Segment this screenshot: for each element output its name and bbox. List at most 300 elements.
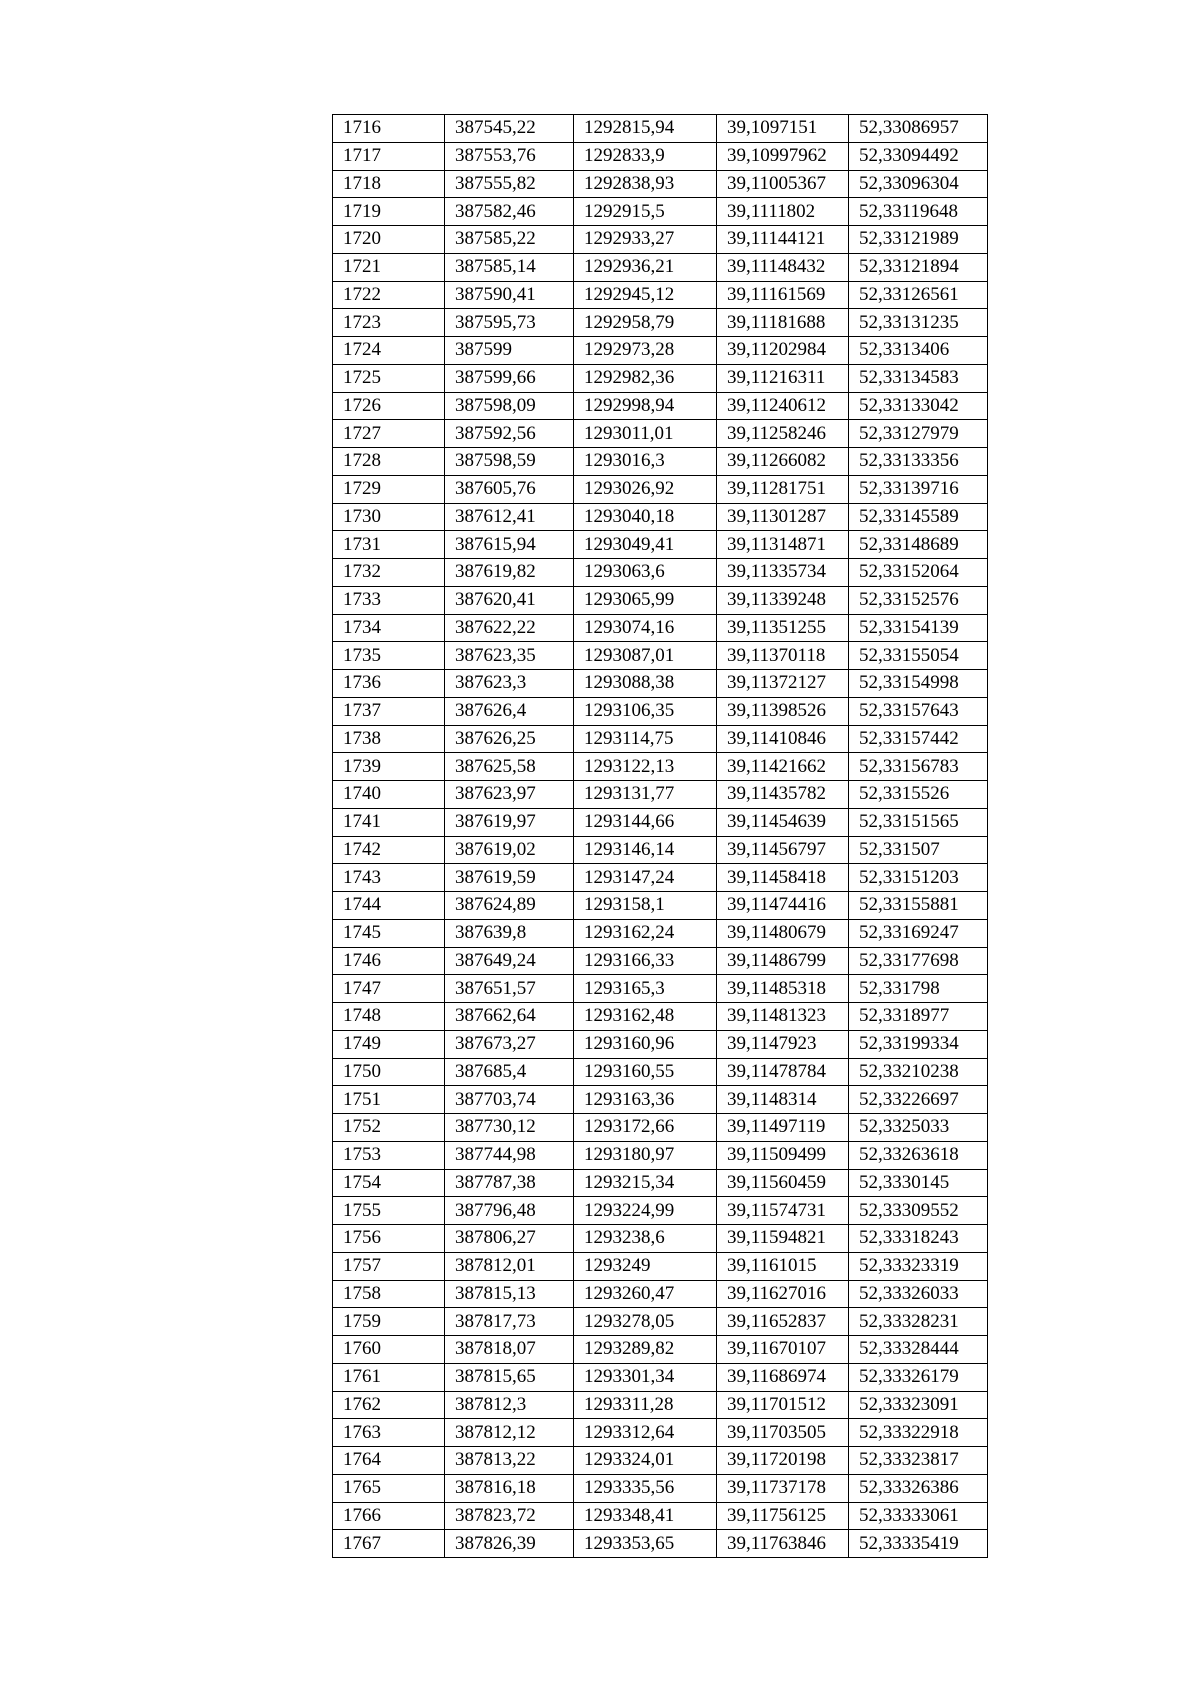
x-coordinate-cell: 387685,4	[445, 1058, 574, 1086]
longitude-cell: 39,11509499	[717, 1141, 849, 1169]
y-coordinate-cell: 1293026,92	[574, 475, 717, 503]
point-number-cell: 1747	[333, 975, 445, 1003]
longitude-cell: 39,11485318	[717, 975, 849, 1003]
longitude-cell: 39,11478784	[717, 1058, 849, 1086]
y-coordinate-cell: 1293348,41	[574, 1502, 717, 1530]
table-row	[333, 226, 988, 254]
latitude-cell: 52,33309552	[849, 1197, 988, 1225]
point-number-cell: 1723	[333, 309, 445, 337]
point-number-cell: 1717	[333, 142, 445, 170]
y-coordinate-cell: 1293224,99	[574, 1197, 717, 1225]
longitude-cell: 39,11421662	[717, 753, 849, 781]
longitude-cell: 39,11756125	[717, 1502, 849, 1530]
latitude-cell: 52,33226697	[849, 1086, 988, 1114]
longitude-cell: 39,11314871	[717, 531, 849, 559]
x-coordinate-cell: 387605,76	[445, 475, 574, 503]
point-number-cell: 1757	[333, 1252, 445, 1280]
table-row	[333, 947, 988, 975]
latitude-cell: 52,33156783	[849, 753, 988, 781]
latitude-cell: 52,33326179	[849, 1363, 988, 1391]
latitude-cell: 52,33152576	[849, 586, 988, 614]
table-row	[333, 642, 988, 670]
latitude-cell: 52,33210238	[849, 1058, 988, 1086]
longitude-cell: 39,1148314	[717, 1086, 849, 1114]
longitude-cell: 39,11216311	[717, 364, 849, 392]
table-row	[333, 281, 988, 309]
point-number-cell: 1738	[333, 725, 445, 753]
table-row	[333, 1225, 988, 1253]
latitude-cell: 52,33328444	[849, 1336, 988, 1364]
latitude-cell: 52,33152064	[849, 559, 988, 587]
y-coordinate-cell: 1293311,28	[574, 1391, 717, 1419]
x-coordinate-cell: 387812,3	[445, 1391, 574, 1419]
x-coordinate-cell: 387612,41	[445, 503, 574, 531]
x-coordinate-cell: 387585,14	[445, 253, 574, 281]
longitude-cell: 39,11144121	[717, 226, 849, 254]
latitude-cell: 52,33151565	[849, 808, 988, 836]
table-row	[333, 808, 988, 836]
table-row	[333, 697, 988, 725]
y-coordinate-cell: 1293353,65	[574, 1530, 717, 1558]
x-coordinate-cell: 387622,22	[445, 614, 574, 642]
x-coordinate-cell: 387619,02	[445, 836, 574, 864]
y-coordinate-cell: 1293016,3	[574, 448, 717, 476]
latitude-cell: 52,33323817	[849, 1447, 988, 1475]
table-row	[333, 364, 988, 392]
x-coordinate-cell: 387545,22	[445, 115, 574, 143]
x-coordinate-cell: 387730,12	[445, 1114, 574, 1142]
latitude-cell: 52,33121894	[849, 253, 988, 281]
table-row	[333, 253, 988, 281]
y-coordinate-cell: 1293158,1	[574, 892, 717, 920]
y-coordinate-cell: 1293289,82	[574, 1336, 717, 1364]
table-row	[333, 670, 988, 698]
x-coordinate-cell: 387649,24	[445, 947, 574, 975]
x-coordinate-cell: 387620,41	[445, 586, 574, 614]
latitude-cell: 52,3313406	[849, 337, 988, 365]
longitude-cell: 39,11202984	[717, 337, 849, 365]
table-row	[333, 1391, 988, 1419]
x-coordinate-cell: 387787,38	[445, 1169, 574, 1197]
y-coordinate-cell: 1293160,96	[574, 1030, 717, 1058]
point-number-cell: 1740	[333, 781, 445, 809]
table-row	[333, 420, 988, 448]
latitude-cell: 52,33155881	[849, 892, 988, 920]
table-row	[333, 1530, 988, 1558]
longitude-cell: 39,11266082	[717, 448, 849, 476]
y-coordinate-cell: 1292936,21	[574, 253, 717, 281]
latitude-cell: 52,33154998	[849, 670, 988, 698]
x-coordinate-cell: 387812,01	[445, 1252, 574, 1280]
longitude-cell: 39,11258246	[717, 420, 849, 448]
table-row	[333, 531, 988, 559]
latitude-cell: 52,33169247	[849, 919, 988, 947]
longitude-cell: 39,11454639	[717, 808, 849, 836]
point-number-cell: 1762	[333, 1391, 445, 1419]
x-coordinate-cell: 387816,18	[445, 1474, 574, 1502]
y-coordinate-cell: 1293324,01	[574, 1447, 717, 1475]
longitude-cell: 39,11351255	[717, 614, 849, 642]
x-coordinate-cell: 387599,66	[445, 364, 574, 392]
x-coordinate-cell: 387555,82	[445, 170, 574, 198]
longitude-cell: 39,11335734	[717, 559, 849, 587]
table-row	[333, 975, 988, 1003]
longitude-cell: 39,1161015	[717, 1252, 849, 1280]
point-number-cell: 1761	[333, 1363, 445, 1391]
latitude-cell: 52,33333061	[849, 1502, 988, 1530]
x-coordinate-cell: 387703,74	[445, 1086, 574, 1114]
y-coordinate-cell: 1293301,34	[574, 1363, 717, 1391]
longitude-cell: 39,11574731	[717, 1197, 849, 1225]
x-coordinate-cell: 387626,25	[445, 725, 574, 753]
table-row	[333, 1030, 988, 1058]
y-coordinate-cell: 1293180,97	[574, 1141, 717, 1169]
y-coordinate-cell: 1292915,5	[574, 198, 717, 226]
longitude-cell: 39,11594821	[717, 1225, 849, 1253]
point-number-cell: 1751	[333, 1086, 445, 1114]
longitude-cell: 39,11240612	[717, 392, 849, 420]
table-row	[333, 1280, 988, 1308]
longitude-cell: 39,11703505	[717, 1419, 849, 1447]
y-coordinate-cell: 1293162,24	[574, 919, 717, 947]
point-number-cell: 1720	[333, 226, 445, 254]
y-coordinate-cell: 1293160,55	[574, 1058, 717, 1086]
longitude-cell: 39,11370118	[717, 642, 849, 670]
longitude-cell: 39,11435782	[717, 781, 849, 809]
point-number-cell: 1725	[333, 364, 445, 392]
point-number-cell: 1735	[333, 642, 445, 670]
table-row	[333, 448, 988, 476]
longitude-cell: 39,11458418	[717, 864, 849, 892]
table-row	[333, 1086, 988, 1114]
table-row	[333, 1336, 988, 1364]
point-number-cell: 1758	[333, 1280, 445, 1308]
longitude-cell: 39,11339248	[717, 586, 849, 614]
point-number-cell: 1719	[333, 198, 445, 226]
table-row	[333, 559, 988, 587]
longitude-cell: 39,11701512	[717, 1391, 849, 1419]
coordinates-table	[332, 114, 988, 1558]
x-coordinate-cell: 387598,09	[445, 392, 574, 420]
latitude-cell: 52,33154139	[849, 614, 988, 642]
table-row	[333, 475, 988, 503]
latitude-cell: 52,33094492	[849, 142, 988, 170]
y-coordinate-cell: 1292933,27	[574, 226, 717, 254]
longitude-cell: 39,11148432	[717, 253, 849, 281]
table-row	[333, 864, 988, 892]
point-number-cell: 1749	[333, 1030, 445, 1058]
point-number-cell: 1759	[333, 1308, 445, 1336]
longitude-cell: 39,10997962	[717, 142, 849, 170]
table-row	[333, 1447, 988, 1475]
point-number-cell: 1741	[333, 808, 445, 836]
point-number-cell: 1721	[333, 253, 445, 281]
longitude-cell: 39,11486799	[717, 947, 849, 975]
latitude-cell: 52,3315526	[849, 781, 988, 809]
y-coordinate-cell: 1293312,64	[574, 1419, 717, 1447]
y-coordinate-cell: 1293049,41	[574, 531, 717, 559]
y-coordinate-cell: 1292998,94	[574, 392, 717, 420]
y-coordinate-cell: 1293238,6	[574, 1225, 717, 1253]
latitude-cell: 52,33323319	[849, 1252, 988, 1280]
y-coordinate-cell: 1293011,01	[574, 420, 717, 448]
table-row	[333, 392, 988, 420]
y-coordinate-cell: 1293260,47	[574, 1280, 717, 1308]
point-number-cell: 1722	[333, 281, 445, 309]
latitude-cell: 52,33139716	[849, 475, 988, 503]
x-coordinate-cell: 387806,27	[445, 1225, 574, 1253]
x-coordinate-cell: 387619,59	[445, 864, 574, 892]
point-number-cell: 1736	[333, 670, 445, 698]
y-coordinate-cell: 1293335,56	[574, 1474, 717, 1502]
x-coordinate-cell: 387598,59	[445, 448, 574, 476]
x-coordinate-cell: 387623,35	[445, 642, 574, 670]
y-coordinate-cell: 1292838,93	[574, 170, 717, 198]
x-coordinate-cell: 387744,98	[445, 1141, 574, 1169]
latitude-cell: 52,33126561	[849, 281, 988, 309]
x-coordinate-cell: 387624,89	[445, 892, 574, 920]
latitude-cell: 52,33326386	[849, 1474, 988, 1502]
point-number-cell: 1750	[333, 1058, 445, 1086]
latitude-cell: 52,33148689	[849, 531, 988, 559]
y-coordinate-cell: 1293114,75	[574, 725, 717, 753]
latitude-cell: 52,33157643	[849, 697, 988, 725]
table-row	[333, 337, 988, 365]
longitude-cell: 39,11005367	[717, 170, 849, 198]
longitude-cell: 39,11161569	[717, 281, 849, 309]
point-number-cell: 1767	[333, 1530, 445, 1558]
x-coordinate-cell: 387812,12	[445, 1419, 574, 1447]
point-number-cell: 1739	[333, 753, 445, 781]
y-coordinate-cell: 1293106,35	[574, 697, 717, 725]
latitude-cell: 52,331798	[849, 975, 988, 1003]
table-row	[333, 170, 988, 198]
latitude-cell: 52,33157442	[849, 725, 988, 753]
latitude-cell: 52,3318977	[849, 1003, 988, 1031]
point-number-cell: 1753	[333, 1141, 445, 1169]
point-number-cell: 1763	[333, 1419, 445, 1447]
longitude-cell: 39,11372127	[717, 670, 849, 698]
latitude-cell: 52,33263618	[849, 1141, 988, 1169]
table-row	[333, 836, 988, 864]
y-coordinate-cell: 1292958,79	[574, 309, 717, 337]
point-number-cell: 1737	[333, 697, 445, 725]
latitude-cell: 52,33127979	[849, 420, 988, 448]
point-number-cell: 1743	[333, 864, 445, 892]
latitude-cell: 52,33121989	[849, 226, 988, 254]
x-coordinate-cell: 387619,97	[445, 808, 574, 836]
x-coordinate-cell: 387619,82	[445, 559, 574, 587]
latitude-cell: 52,33322918	[849, 1419, 988, 1447]
x-coordinate-cell: 387813,22	[445, 1447, 574, 1475]
latitude-cell: 52,33086957	[849, 115, 988, 143]
longitude-cell: 39,11737178	[717, 1474, 849, 1502]
longitude-cell: 39,11474416	[717, 892, 849, 920]
point-number-cell: 1754	[333, 1169, 445, 1197]
x-coordinate-cell: 387623,97	[445, 781, 574, 809]
y-coordinate-cell: 1293163,36	[574, 1086, 717, 1114]
latitude-cell: 52,33318243	[849, 1225, 988, 1253]
x-coordinate-cell: 387553,76	[445, 142, 574, 170]
x-coordinate-cell: 387595,73	[445, 309, 574, 337]
table-row	[333, 1252, 988, 1280]
y-coordinate-cell: 1293063,6	[574, 559, 717, 587]
longitude-cell: 39,11497119	[717, 1114, 849, 1142]
longitude-cell: 39,11410846	[717, 725, 849, 753]
latitude-cell: 52,33133356	[849, 448, 988, 476]
longitude-cell: 39,11181688	[717, 309, 849, 337]
longitude-cell: 39,11301287	[717, 503, 849, 531]
table-row	[333, 115, 988, 143]
latitude-cell: 52,33199334	[849, 1030, 988, 1058]
table-row	[333, 198, 988, 226]
latitude-cell: 52,33119648	[849, 198, 988, 226]
point-number-cell: 1726	[333, 392, 445, 420]
y-coordinate-cell: 1293040,18	[574, 503, 717, 531]
y-coordinate-cell: 1293088,38	[574, 670, 717, 698]
longitude-cell: 39,1147923	[717, 1030, 849, 1058]
longitude-cell: 39,11560459	[717, 1169, 849, 1197]
table-row	[333, 1197, 988, 1225]
x-coordinate-cell: 387615,94	[445, 531, 574, 559]
x-coordinate-cell: 387599	[445, 337, 574, 365]
y-coordinate-cell: 1292982,36	[574, 364, 717, 392]
point-number-cell: 1727	[333, 420, 445, 448]
table-row	[333, 586, 988, 614]
table-row	[333, 919, 988, 947]
table-row	[333, 614, 988, 642]
longitude-cell: 39,11720198	[717, 1447, 849, 1475]
y-coordinate-cell: 1293147,24	[574, 864, 717, 892]
table-row	[333, 1502, 988, 1530]
x-coordinate-cell: 387582,46	[445, 198, 574, 226]
latitude-cell: 52,33133042	[849, 392, 988, 420]
table-row	[333, 1003, 988, 1031]
point-number-cell: 1731	[333, 531, 445, 559]
y-coordinate-cell: 1293172,66	[574, 1114, 717, 1142]
y-coordinate-cell: 1293074,16	[574, 614, 717, 642]
y-coordinate-cell: 1293162,48	[574, 1003, 717, 1031]
table-row	[333, 892, 988, 920]
x-coordinate-cell: 387796,48	[445, 1197, 574, 1225]
x-coordinate-cell: 387662,64	[445, 1003, 574, 1031]
point-number-cell: 1742	[333, 836, 445, 864]
x-coordinate-cell: 387585,22	[445, 226, 574, 254]
point-number-cell: 1748	[333, 1003, 445, 1031]
point-number-cell: 1764	[333, 1447, 445, 1475]
x-coordinate-cell: 387673,27	[445, 1030, 574, 1058]
point-number-cell: 1728	[333, 448, 445, 476]
longitude-cell: 39,11652837	[717, 1308, 849, 1336]
table-row	[333, 1363, 988, 1391]
table-row	[333, 753, 988, 781]
x-coordinate-cell: 387817,73	[445, 1308, 574, 1336]
x-coordinate-cell: 387823,72	[445, 1502, 574, 1530]
latitude-cell: 52,33151203	[849, 864, 988, 892]
point-number-cell: 1724	[333, 337, 445, 365]
point-number-cell: 1746	[333, 947, 445, 975]
y-coordinate-cell: 1292815,94	[574, 115, 717, 143]
point-number-cell: 1730	[333, 503, 445, 531]
x-coordinate-cell: 387651,57	[445, 975, 574, 1003]
longitude-cell: 39,1111802	[717, 198, 849, 226]
latitude-cell: 52,33323091	[849, 1391, 988, 1419]
x-coordinate-cell: 387623,3	[445, 670, 574, 698]
x-coordinate-cell: 387815,65	[445, 1363, 574, 1391]
latitude-cell: 52,33096304	[849, 170, 988, 198]
latitude-cell: 52,33134583	[849, 364, 988, 392]
y-coordinate-cell: 1293087,01	[574, 642, 717, 670]
x-coordinate-cell: 387590,41	[445, 281, 574, 309]
table-row	[333, 1114, 988, 1142]
point-number-cell: 1718	[333, 170, 445, 198]
table-row	[333, 1141, 988, 1169]
y-coordinate-cell: 1293122,13	[574, 753, 717, 781]
point-number-cell: 1756	[333, 1225, 445, 1253]
y-coordinate-cell: 1293249	[574, 1252, 717, 1280]
point-number-cell: 1734	[333, 614, 445, 642]
point-number-cell: 1752	[333, 1114, 445, 1142]
latitude-cell: 52,3325033	[849, 1114, 988, 1142]
latitude-cell: 52,331507	[849, 836, 988, 864]
y-coordinate-cell: 1293215,34	[574, 1169, 717, 1197]
y-coordinate-cell: 1293278,05	[574, 1308, 717, 1336]
point-number-cell: 1744	[333, 892, 445, 920]
longitude-cell: 39,1097151	[717, 115, 849, 143]
table-row	[333, 1058, 988, 1086]
x-coordinate-cell: 387639,8	[445, 919, 574, 947]
table-row	[333, 1308, 988, 1336]
y-coordinate-cell: 1293131,77	[574, 781, 717, 809]
table-row	[333, 309, 988, 337]
latitude-cell: 52,33177698	[849, 947, 988, 975]
latitude-cell: 52,33155054	[849, 642, 988, 670]
latitude-cell: 52,3330145	[849, 1169, 988, 1197]
x-coordinate-cell: 387626,4	[445, 697, 574, 725]
table-row	[333, 1419, 988, 1447]
longitude-cell: 39,11456797	[717, 836, 849, 864]
point-number-cell: 1745	[333, 919, 445, 947]
point-number-cell: 1760	[333, 1336, 445, 1364]
longitude-cell: 39,11480679	[717, 919, 849, 947]
coordinates-table-body	[333, 115, 988, 1558]
table-row	[333, 1169, 988, 1197]
x-coordinate-cell: 387592,56	[445, 420, 574, 448]
y-coordinate-cell: 1293146,14	[574, 836, 717, 864]
point-number-cell: 1732	[333, 559, 445, 587]
point-number-cell: 1716	[333, 115, 445, 143]
latitude-cell: 52,33145589	[849, 503, 988, 531]
y-coordinate-cell: 1292945,12	[574, 281, 717, 309]
table-row	[333, 503, 988, 531]
latitude-cell: 52,33326033	[849, 1280, 988, 1308]
latitude-cell: 52,33328231	[849, 1308, 988, 1336]
y-coordinate-cell: 1293144,66	[574, 808, 717, 836]
longitude-cell: 39,11763846	[717, 1530, 849, 1558]
point-number-cell: 1755	[333, 1197, 445, 1225]
longitude-cell: 39,11398526	[717, 697, 849, 725]
table-row	[333, 725, 988, 753]
point-number-cell: 1765	[333, 1474, 445, 1502]
longitude-cell: 39,11627016	[717, 1280, 849, 1308]
point-number-cell: 1733	[333, 586, 445, 614]
longitude-cell: 39,11686974	[717, 1363, 849, 1391]
x-coordinate-cell: 387818,07	[445, 1336, 574, 1364]
longitude-cell: 39,11670107	[717, 1336, 849, 1364]
point-number-cell: 1766	[333, 1502, 445, 1530]
y-coordinate-cell: 1293166,33	[574, 947, 717, 975]
table-row	[333, 1474, 988, 1502]
